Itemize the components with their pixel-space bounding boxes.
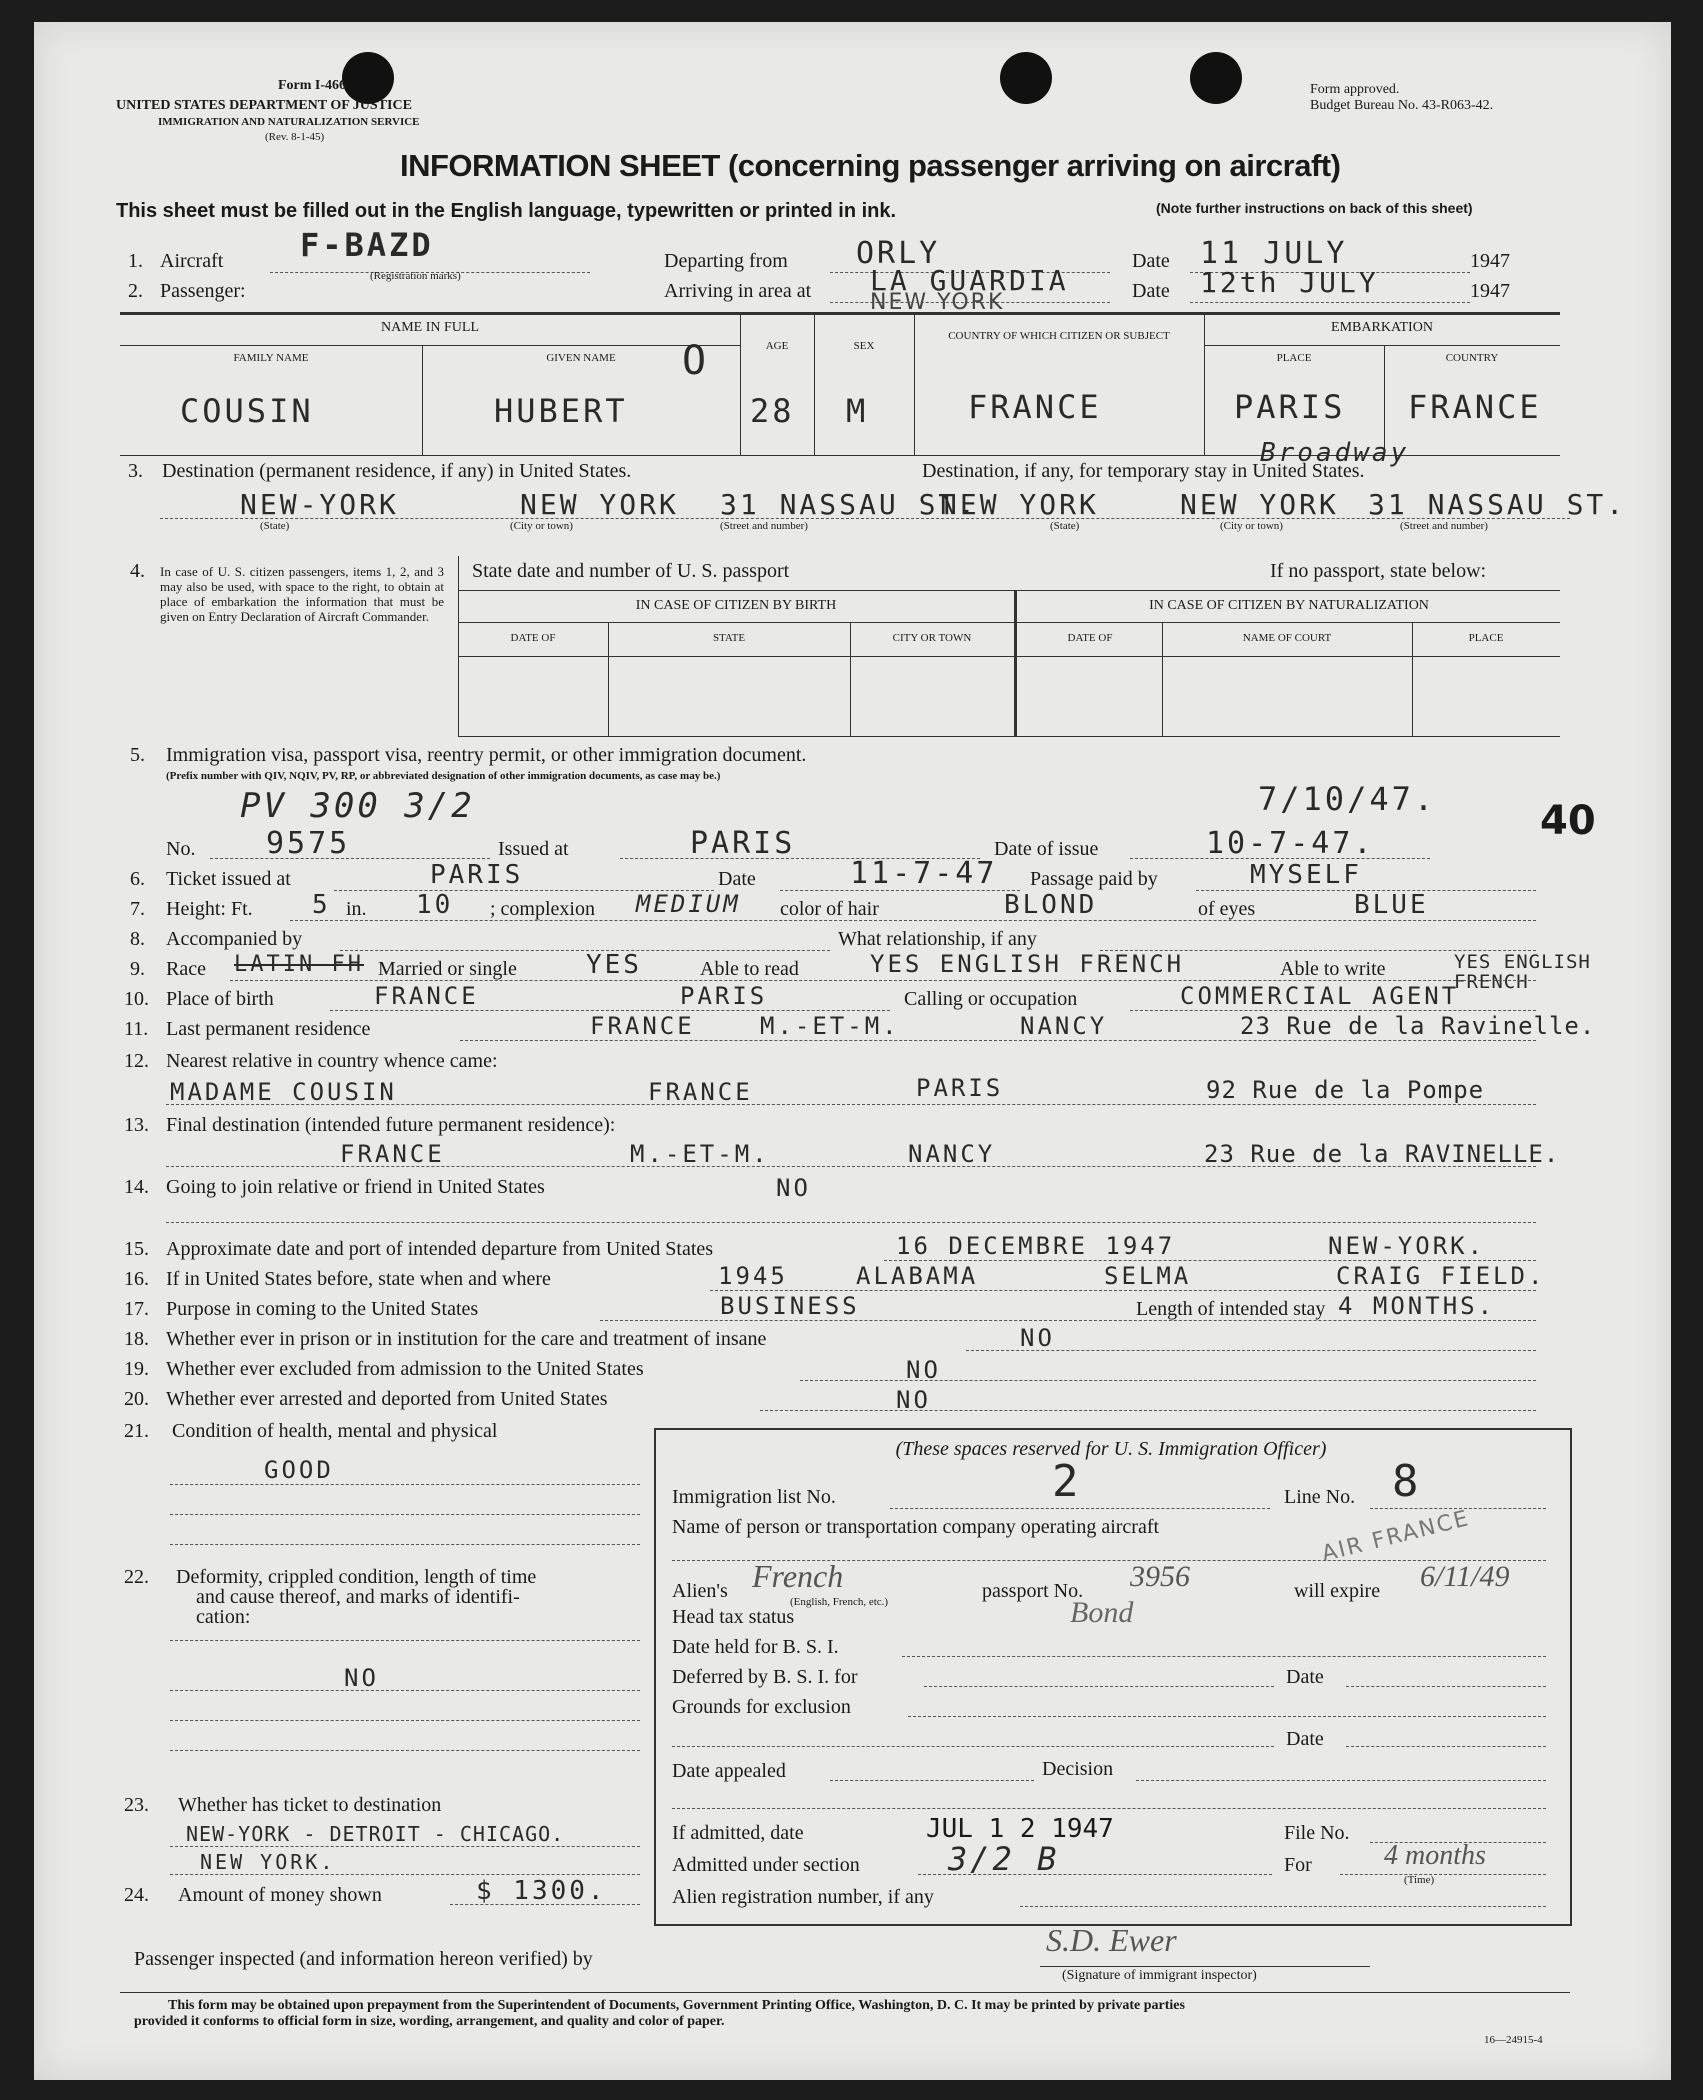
time-sub: (Time) (1404, 1874, 1435, 1886)
deformity-label: Deformity, crippled condition, length of time (176, 1566, 537, 1588)
alien-nationality: French (752, 1558, 844, 1594)
registration-sub: (Registration marks) (370, 270, 461, 282)
form-code: 16—24915-4 (1484, 2034, 1543, 2046)
last-street: 23 Rue de la Ravinelle. (1240, 1012, 1596, 1040)
us-passport-label: State date and number of U. S. passport (472, 560, 790, 582)
item-number: 23. (124, 1794, 149, 1816)
money-value: $ 1300. (476, 1876, 607, 1906)
birth-country: FRANCE (374, 982, 479, 1010)
citizen-birth-header: IN CASE OF CITIZEN BY BIRTH (635, 598, 837, 613)
item-number: 14. (124, 1176, 149, 1198)
age-header: AGE (765, 340, 789, 352)
q3-label2: Destination, if any, for temporary stay in United States. (922, 460, 1365, 482)
ticket-dest-label: Whether has ticket to destination (178, 1794, 442, 1816)
arriving-label: Arriving in area at (664, 280, 812, 302)
final-city: NANCY (908, 1140, 996, 1168)
q3-street2: 31 NASSAU ST. (1368, 488, 1627, 521)
height-ft: 5 (312, 890, 331, 920)
married-label: Married or single (378, 958, 517, 980)
item-number: 16. (124, 1268, 149, 1290)
money-label: Amount of money shown (178, 1884, 382, 1906)
q3-city: NEW YORK (520, 488, 679, 521)
given-name-value: HUBERT (494, 392, 628, 430)
item-number: 19. (124, 1358, 149, 1380)
doi-label: Date of issue (994, 838, 1099, 860)
item-number: 21. (124, 1420, 149, 1442)
for-label: For (1284, 1854, 1312, 1876)
form-approved: Form approved. (1310, 82, 1400, 97)
for-value: 4 months (1384, 1840, 1486, 1871)
relationship-label: What relationship, if any (838, 928, 1037, 950)
race-label: Race (166, 958, 206, 980)
purpose-value: BUSINESS (720, 1292, 860, 1320)
name-in-full-header: NAME IN FULL (381, 320, 479, 335)
item-number: 5. (130, 744, 145, 766)
date-label: Date (1132, 280, 1170, 302)
ticket-issued: PARIS (430, 860, 524, 890)
print-notice: This form may be obtained upon prepayment from the Superintendent of Documents, Government Printing Office, Washington, D. C. It may be printed by private parties (168, 1998, 1185, 2013)
deformity-label3: cation: (196, 1606, 251, 1628)
prison-label: Whether ever in prison or in institution for the care and treatment of insane (166, 1328, 767, 1350)
item-number: 1. (128, 250, 143, 272)
departure-year: 1947 (1470, 250, 1510, 272)
officer-title: (These spaces reserved for U. S. Immigration Officer) (895, 1438, 1327, 1460)
health-value: GOOD (264, 1456, 334, 1484)
budget-bureau: Budget Bureau No. 43-R063-42. (1310, 98, 1494, 113)
q3-city2: NEW YORK (1180, 488, 1339, 521)
ticket-dest-value2: NEW YORK. (200, 1850, 336, 1874)
item-number: 20. (124, 1388, 149, 1410)
eyes-label: of eyes (1198, 898, 1256, 920)
revision: (Rev. 8-1-45) (265, 131, 325, 143)
last-state: M.-ET-M. (760, 1012, 900, 1040)
before-city: SELMA (1104, 1262, 1192, 1290)
last-country: FRANCE (590, 1012, 695, 1040)
citizen-country-value: FRANCE (968, 388, 1102, 426)
health-label: Condition of health, mental and physical (172, 1420, 498, 1442)
alien-sub: (English, French, etc.) (790, 1596, 889, 1608)
arrival-year: 1947 (1470, 280, 1510, 302)
item-number: 24. (124, 1884, 149, 1906)
date-of-issue: 10-7-47. (1206, 826, 1375, 861)
ticket-label: Ticket issued at (166, 868, 291, 890)
item-number: 18. (124, 1328, 149, 1350)
relative-name: MADAME COUSIN (170, 1078, 397, 1106)
section-label: Admitted under section (672, 1854, 860, 1876)
q3-state: NEW-YORK (240, 488, 399, 521)
hair-label: color of hair (780, 898, 879, 920)
date-label: Date (1286, 1666, 1324, 1688)
instruction: This sheet must be filled out in the English language, typewritten or printed in ink. (116, 200, 897, 222)
sub-city: (City or town) (510, 520, 573, 532)
punch-hole (1000, 52, 1052, 104)
department: UNITED STATES DEPARTMENT OF JUSTICE (116, 98, 412, 113)
date-label: Date (1132, 250, 1170, 272)
item-number: 17. (124, 1298, 149, 1320)
birth-city: PARIS (680, 982, 768, 1010)
item-number: 12. (124, 1050, 149, 1072)
doi-annotation: 7/10/47. (1258, 780, 1437, 818)
embarkation-header: EMBARKATION (1331, 320, 1433, 335)
punch-hole (342, 52, 394, 104)
col-state: STATE (712, 632, 746, 644)
operator-stamp: AIR FRANCE (1319, 1506, 1473, 1567)
q5-label: Immigration visa, passport visa, reentry permit, or other immigration document. (166, 744, 807, 766)
item-number: 6. (130, 868, 145, 890)
grounds-label: Grounds for exclusion (672, 1696, 851, 1718)
appealed-label: Date appealed (672, 1760, 786, 1782)
final-country: FRANCE (340, 1140, 445, 1168)
relative-country: FRANCE (648, 1078, 753, 1106)
country2-header: COUNTRY (1445, 352, 1499, 364)
height-in: 10 (416, 890, 454, 920)
age-value: 28 (750, 392, 795, 430)
line-label: Line No. (1284, 1486, 1356, 1508)
inspected-label: Passenger inspected (and information hereon verified) by (134, 1948, 593, 1970)
embark-country-value: FRANCE (1408, 388, 1542, 426)
expire-value: 6/11/49 (1420, 1560, 1510, 1593)
last-city: NANCY (1020, 1012, 1108, 1040)
col-city: CITY OR TOWN (892, 632, 972, 644)
admitted-date: JUL 1 2 1947 (926, 1814, 1114, 1844)
relative-street: 92 Rue de la Pompe (1206, 1076, 1485, 1104)
visa-number: 9575 (266, 826, 351, 861)
eye-color: BLUE (1354, 890, 1429, 920)
q5-sub: (Prefix number with QIV, NQIV, PV, RP, or abbreviated designation of other immigration documents, as case may be.) (166, 770, 721, 782)
deformity-label2: and cause thereof, and marks of identifi- (196, 1586, 520, 1608)
stay-value: 4 MONTHS. (1338, 1292, 1496, 1320)
arriving-value: LA GUARDIA (870, 264, 1069, 297)
page-number: 40 (1540, 798, 1596, 844)
officer-passport: 3956 (1130, 1560, 1190, 1593)
passenger-label: Passenger: (160, 280, 246, 302)
item-number: 22. (124, 1566, 149, 1588)
item-number: 3. (128, 460, 143, 482)
no-label: No. (166, 838, 196, 860)
file-label: File No. (1284, 1822, 1350, 1844)
complexion-label: ; complexion (490, 898, 595, 920)
alien-label: Alien's (672, 1580, 728, 1602)
given-name-mark: O (682, 338, 710, 384)
departure-port: NEW-YORK. (1328, 1232, 1486, 1260)
sub-street: (Street and number) (720, 520, 808, 532)
paid-label: Passage paid by (1030, 868, 1158, 890)
col-date-of: DATE OF (510, 632, 556, 644)
tax-value: Bond (1070, 1596, 1134, 1629)
departing-value: ORLY (856, 236, 941, 271)
country-header: COUNTRY OF WHICH CITIZEN OR SUBJECT (948, 330, 1170, 342)
ticket-date: 11-7-47 (850, 856, 998, 891)
q3-state2: NEW YORK (940, 488, 1099, 521)
operator-label: Name of person or transportation company operating aircraft (672, 1516, 1160, 1538)
purpose-label: Purpose in coming to the United States (166, 1298, 479, 1320)
registration-label: Alien registration number, if any (672, 1886, 934, 1908)
departing-label: Departing from (664, 250, 788, 272)
line-number: 8 (1392, 1456, 1422, 1507)
before-label: If in United States before, state when and where (166, 1268, 551, 1290)
read-value: YES ENGLISH FRENCH (870, 950, 1185, 978)
prison-value: NO (1020, 1324, 1055, 1352)
decision-label: Decision (1042, 1758, 1114, 1780)
deferred-label: Deferred by B. S. I. for (672, 1666, 858, 1688)
note: (Note further instructions on back of this sheet) (1156, 200, 1473, 216)
aircraft-label: Aircraft (160, 250, 224, 272)
expire-label: will expire (1294, 1580, 1381, 1602)
arriving-stamp: NEW YORK (870, 290, 1005, 315)
relative-city: PARIS (916, 1074, 1004, 1102)
birthplace-label: Place of birth (166, 988, 274, 1010)
no-passport-label: If no passport, state below: (1270, 560, 1487, 582)
write-label: Able to write (1280, 958, 1386, 980)
write-value: YES ENGLISH FRENCH (1454, 951, 1591, 993)
occupation: COMMERCIAL AGENT (1180, 982, 1460, 1010)
citizen-naturalization-header: IN CASE OF CITIZEN BY NATURALIZATION (1149, 598, 1429, 613)
hair-color: BLOND (1004, 890, 1098, 920)
family-name-value: COUSIN (180, 392, 314, 430)
q3-label: Destination (permanent residence, if any) in United States. (162, 460, 632, 482)
final-state: M.-ET-M. (630, 1140, 770, 1168)
inspector-signature: S.D. Ewer (1046, 1922, 1177, 1958)
section-value: 3/2 B (948, 1840, 1060, 1878)
sub-street: (Street and number) (1400, 520, 1488, 532)
excluded-label: Whether ever excluded from admission to the United States (166, 1358, 644, 1380)
item-number: 13. (124, 1114, 149, 1136)
date-label: Date (1286, 1728, 1324, 1750)
item-number: 9. (130, 958, 145, 980)
join-relative-label: Going to join relative or friend in United States (166, 1176, 545, 1198)
col-place: PLACE (1468, 632, 1504, 644)
item-number: 11. (124, 1018, 149, 1040)
nearest-relative-label: Nearest relative in country whence came: (166, 1050, 498, 1072)
sub-state: (State) (260, 520, 290, 532)
accompanied-label: Accompanied by (166, 928, 303, 950)
ticket-dest-value1: NEW-YORK - DETROIT - CHICAGO. (186, 1822, 565, 1846)
deported-value: NO (896, 1386, 931, 1414)
item-number: 8. (130, 928, 145, 950)
before-state: ALABAMA (856, 1262, 979, 1290)
read-label: Able to read (700, 958, 799, 980)
item-number: 15. (124, 1238, 149, 1260)
q3-annotation: Broadway (1260, 438, 1410, 468)
sex-header: SEX (853, 340, 875, 352)
list-number: 2 (1052, 1456, 1082, 1507)
q4-instructions: In case of U. S. citizen passengers, items 1, 2, and 3 may also be used, with space to the right, to obtain at place of embarkation the information that must be given on Entry Declaration of Aircraft Commander. (160, 564, 444, 624)
final-destination-label: Final destination (intended future permanent residence): (166, 1114, 616, 1136)
page-title: INFORMATION SHEET (concerning passenger arriving on aircraft) (400, 148, 1341, 183)
q3-street: 31 NASSAU ST. (720, 488, 979, 521)
held-label: Date held for B. S. I. (672, 1636, 839, 1658)
list-label: Immigration list No. (672, 1486, 836, 1508)
departure-label: Approximate date and port of intended departure from United States (166, 1238, 714, 1260)
print-notice2: provided it conforms to official form in size, wording, arrangement, and quality and color of paper. (134, 2014, 725, 2029)
item-number: 7. (130, 898, 145, 920)
deformity-value: NO (344, 1664, 379, 1692)
paid-by: MYSELF (1250, 860, 1362, 890)
departure-plan-date: 16 DECEMBRE 1947 (896, 1232, 1176, 1260)
item-number: 2. (128, 280, 143, 302)
given-name-header: GIVEN NAME (546, 352, 616, 364)
sex-value: M (846, 392, 869, 430)
join-relative-value: NO (776, 1174, 811, 1202)
admitted-label: If admitted, date (672, 1822, 804, 1844)
departure-date: 11 JULY (1200, 236, 1348, 271)
col-date-of2: DATE OF (1067, 632, 1113, 644)
issued-at: PARIS (690, 826, 796, 861)
col-court: NAME OF COURT (1242, 632, 1332, 644)
family-name-header: FAMILY NAME (233, 352, 309, 364)
punch-hole (1190, 52, 1242, 104)
sub-city: (City or town) (1220, 520, 1283, 532)
sub-state: (State) (1050, 520, 1080, 532)
officer-passport-label: passport No. (982, 1580, 1084, 1602)
date-label: Date (718, 868, 756, 890)
married-value: YES (586, 950, 642, 980)
complexion: MEDIUM (636, 890, 741, 918)
inches-label: in. (346, 898, 367, 920)
last-residence-label: Last permanent residence (166, 1018, 371, 1040)
item-number: 10. (124, 988, 149, 1010)
embark-place-value: PARIS (1234, 388, 1346, 426)
arrival-date: 12th JULY (1200, 266, 1379, 299)
aircraft-value: F-BAZD (300, 226, 434, 264)
before-date: 1945 (718, 1262, 788, 1290)
excluded-value: NO (906, 1356, 941, 1384)
visa-doc: PV 300 3/2 (240, 786, 475, 826)
occupation-label: Calling or occupation (904, 988, 1078, 1010)
item-number: 4. (130, 560, 145, 582)
service: IMMIGRATION AND NATURALIZATION SERVICE (158, 116, 420, 128)
stay-label: Length of intended stay (1136, 1298, 1326, 1320)
final-street: 23 Rue de la RAVINELLE. (1204, 1140, 1560, 1168)
before-street: CRAIG FIELD. (1336, 1262, 1546, 1290)
height-label: Height: Ft. (166, 898, 253, 920)
place-header: PLACE (1276, 352, 1312, 364)
race-value: LATIN FH (234, 952, 364, 977)
tax-label: Head tax status (672, 1606, 795, 1628)
signature-sub: (Signature of immigrant inspector) (1062, 1968, 1257, 1983)
form-number: Form I-466 (278, 78, 347, 93)
deported-label: Whether ever arrested and deported from United States (166, 1388, 608, 1410)
issued-label: Issued at (498, 838, 569, 860)
